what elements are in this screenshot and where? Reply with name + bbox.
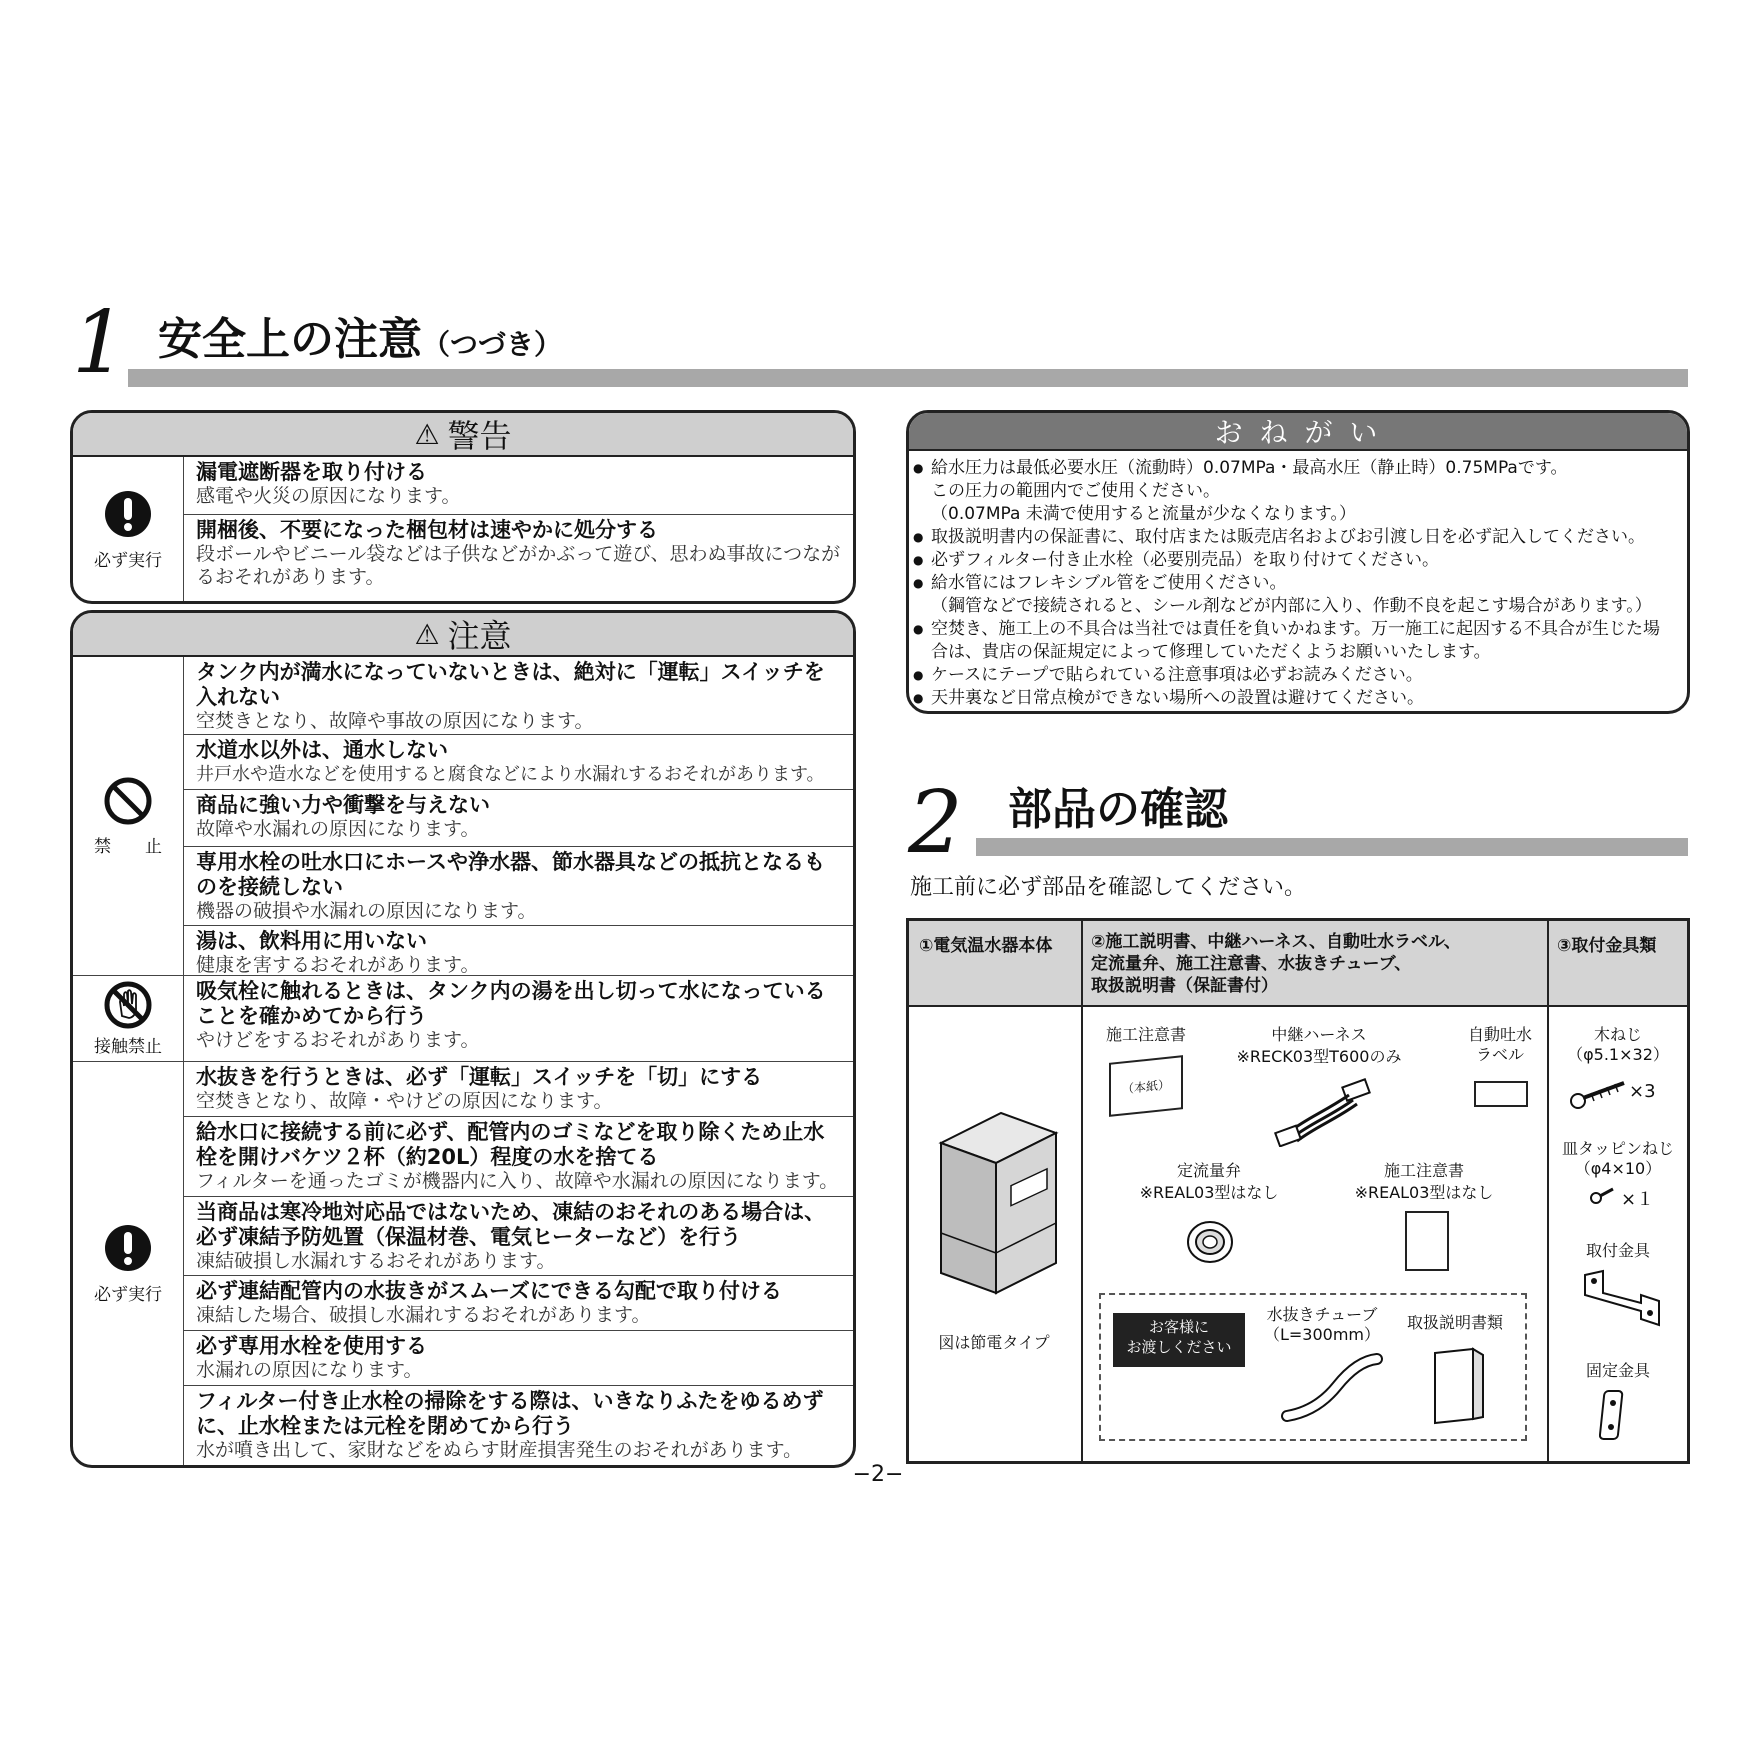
wood-screw-icon [1569,1079,1629,1109]
request-item: ● 給水管にはフレキシブル管をご使用ください。 （鋼管などで接続されると、シール剤などが内部に入り、作動不良を起こす場合があります。） [931,572,1675,618]
item-detail: やけどをするおそれがあります。 [196,1029,480,1051]
caution-item [184,926,853,981]
item-heading: 必ず連結配管内の水抜きがスムーズにできる勾配で取り付ける [196,1279,782,1303]
caution-group-prohibited [73,657,853,976]
item-heading: 開梱後、不要になった梱包材は速やかに処分する [196,518,658,542]
caution-item [184,790,853,847]
tapping-screw-icon [1589,1185,1615,1205]
parts-col2-header: ②施工説明書、中継ハーネス、自動吐水ラベル、 定流量弁、施工注意書、水抜きチューブ、 取扱説明書（保証書付） [1091,932,1461,996]
prohibited-icon-cell [73,657,184,975]
no-touch-icon [103,980,153,1030]
manual-illustration [1109,1055,1183,1117]
item-heading: タンク内が満水になっていないときは、絶対に「運転」スイッチを入れない [196,660,825,709]
warning-group [73,457,853,603]
item-heading: 専用水栓の吐水口にホースや浄水器、節水器具などの抵抗となるものを接続しない [196,850,825,899]
section-1-title-text: 安全上の注意 [158,314,422,365]
warning-header [73,413,853,457]
fixing-bracket-icon [1599,1387,1629,1443]
exclamation-icon [104,490,152,538]
caution-item [184,1117,853,1197]
request-item: ● 取扱説明書内の保証書に、取付店または販売店名およびお引渡し日を必ず記入してください。 [931,526,1675,549]
no-touch-icon-label: 接触禁止 [94,1037,162,1057]
parts-col1-caption: 図は節電タイプ [938,1333,1050,1352]
section-2-intro: 施工前に必ず部品を確認してください。 [910,875,1307,900]
caution-title: 注意 [447,617,512,655]
parts-col3-header: ③取付金具類 [1557,936,1657,956]
caution-items [184,657,853,975]
item-detail: 感電や火災の原因になります。 [196,485,461,507]
request-header: お ね が い [909,413,1687,451]
caution-item [184,1386,853,1466]
warning-icon-cell [73,457,184,603]
item-detail: フィルターを通ったゴミが機器内に入り、故障や水漏れの原因になります。 [196,1170,839,1192]
item-heading: 必ず専用水栓を使用する [196,1334,427,1358]
notice-illustration [1405,1211,1449,1271]
parts-col-divider [1081,921,1083,1461]
request-list [909,457,1687,710]
warning-box [70,410,856,604]
exclamation-icon [104,1224,152,1272]
item-detail: 故障や水漏れの原因になります。 [196,818,480,840]
auto-label-illustration [1474,1081,1528,1107]
section-2-title: 部品の確認 [1008,784,1228,835]
prohibition-icon [103,776,153,826]
warning-title: 警告 [447,417,512,455]
section-1-title-suffix: （つづき） [422,328,563,361]
item-heading: 商品に強い力や衝撃を与えない [196,793,490,817]
item-detail: 井戸水や造水などを使用すると腐食などにより水漏れするおそれがあります。 [196,764,825,785]
handover-badge: お客様に お渡しください [1113,1313,1245,1367]
water-heater-illustration [931,1103,1061,1303]
item-heading: 水抜きを行うときは、必ず「運転」スイッチを「切」にする [196,1065,763,1089]
section-1-title [158,314,563,365]
harness-illustration [1269,1077,1379,1147]
tube-label: 水抜きチューブ （L=300mm） [1263,1305,1381,1344]
warning-items [184,457,853,603]
section-1-rule [128,369,1688,387]
caution-items [184,976,853,1061]
section-2-number: 2 [908,773,963,873]
valve-note: ※REAL03型はなし [1139,1183,1279,1202]
caution-triangle-icon: ⚠ [414,617,440,651]
caution-item [184,657,853,735]
valve-label: 定流量弁 [1176,1161,1241,1180]
no-touch-icon-cell [73,976,184,1061]
caution-item [184,847,853,926]
item-heading: 給水口に接続する前に必ず、配管内のゴミなどを取り除くため止水栓を開けバケツ２杯（約20L）程度の水を捨てる [196,1120,825,1169]
instructions-illustration [1429,1345,1489,1425]
drain-tube-illustration [1277,1351,1387,1431]
request-item: ● ケースにテープで貼られている注意事項は必ずお読みください。 [931,664,1675,687]
item-detail: 凍結した場合、破損し水漏れするおそれがあります。 [196,1304,651,1326]
caution-item [184,735,853,790]
warning-item [184,515,853,593]
parts-col1-header: ①電気温水器本体 [919,936,1053,956]
manual-label: 施工注意書 [1105,1025,1186,1044]
tapping-screw-qty: ×１ [1621,1189,1655,1210]
prohibited-icon-label: 禁 止 [94,836,162,857]
manual-tag: （本紙） [1121,1076,1170,1097]
request-item: ● 給水圧力は最低必要水圧（流動時）0.07MPa・最高水圧（静止時）0.75MPaです。 この圧力の範囲内でご使用ください。 （0.07MPa 未満で使用すると流量が少なくなります。） [931,457,1675,526]
item-detail: 機器の破損や水漏れの原因になります。 [196,900,537,922]
notice-label: 施工注意書 [1383,1161,1464,1180]
item-detail: 空焚きとなり、故障・やけどの原因になります。 [196,1090,613,1112]
must-do-icon-label: 必ず実行 [94,1284,162,1305]
request-box [906,410,1690,714]
request-item: ● 空焚き、施工上の不具合は当社では責任を負いかねます。万一施工に起因する不具合が生じた場合は、貴店の保証規定によって修理していただくようお願いいたします。 [931,618,1675,664]
caution-item [184,976,853,1056]
mounting-bracket-label: 取付金具 [1585,1241,1650,1260]
item-heading: 当商品は寒冷地対応品ではないため、凍結のおそれのある場合は、必ず凍結予防処置（保温材巻、電気ヒーターなど）を行う [196,1200,826,1249]
caution-item [184,1197,853,1276]
item-heading: 吸気栓に触れるときは、タンク内の湯を出し切って水になっていることを確かめてから行う [196,979,826,1028]
caution-item [184,1276,853,1331]
item-detail: 水漏れの原因になります。 [196,1359,423,1381]
wood-screw-qty: ×3 [1629,1081,1656,1102]
caution-item [184,1062,853,1117]
item-heading: 漏電遮断器を取り付ける [196,460,427,484]
warning-icon-label: 必ず実行 [94,550,162,571]
item-detail: 健康を害するおそれがあります。 [196,954,480,976]
fixing-bracket-label: 固定金具 [1585,1361,1650,1380]
mounting-bracket-icon [1579,1267,1665,1331]
caution-item [184,1331,853,1386]
item-heading: 水道水以外は、通水しない [196,738,448,762]
harness-note: ※RECK03型T600のみ [1236,1047,1402,1066]
warning-item [184,457,853,515]
item-detail: 水が噴き出して、家財などをぬらす財産損害発生のおそれがあります。 [196,1439,803,1461]
section-2-rule [976,838,1688,856]
caution-header [73,613,853,657]
harness-label: 中継ハーネス [1271,1025,1367,1044]
caution-group-no-touch [73,976,853,1062]
wood-screw-label: 木ねじ （φ5.1×32） [1567,1025,1669,1064]
request-item: ● 必ずフィルター付き止水栓（必要別売品）を取り付けてください。 [931,549,1675,572]
valve-illustration [1185,1217,1235,1267]
request-item: ● 天井裏など日常点検ができない場所への設置は避けてください。 [931,687,1675,710]
item-detail: 空焚きとなり、故障や事故の原因になります。 [196,710,594,732]
auto-label-label: 自動吐水 ラベル [1467,1025,1532,1064]
item-heading: 湯は、飲料用に用いない [196,929,427,953]
item-detail: 段ボールやビニール袋などは子供などがかぶって遊び、思わぬ事故につながるおそれがあります。 [196,543,841,588]
warning-triangle-icon: ⚠ [414,417,440,451]
caution-box [70,610,856,1468]
notice-note: ※REAL03型はなし [1354,1183,1494,1202]
item-heading: フィルター付き止水栓の掃除をする際は、いきなりふたをゆるめずに、止水栓または元栓を閉めてから行う [196,1389,824,1438]
caution-group-must-do [73,1062,853,1466]
instructions-label: 取扱説明書類 [1406,1313,1503,1332]
page-number: −2− [852,1462,904,1487]
caution-items [184,1062,853,1466]
parts-table [906,918,1690,1464]
item-detail: 凍結破損し水漏れするおそれがあります。 [196,1250,556,1272]
must-do-icon-cell [73,1062,184,1466]
tapping-screw-label: 皿タッピンねじ （φ4×10） [1561,1139,1674,1178]
section-1-number: 1 [72,293,127,393]
